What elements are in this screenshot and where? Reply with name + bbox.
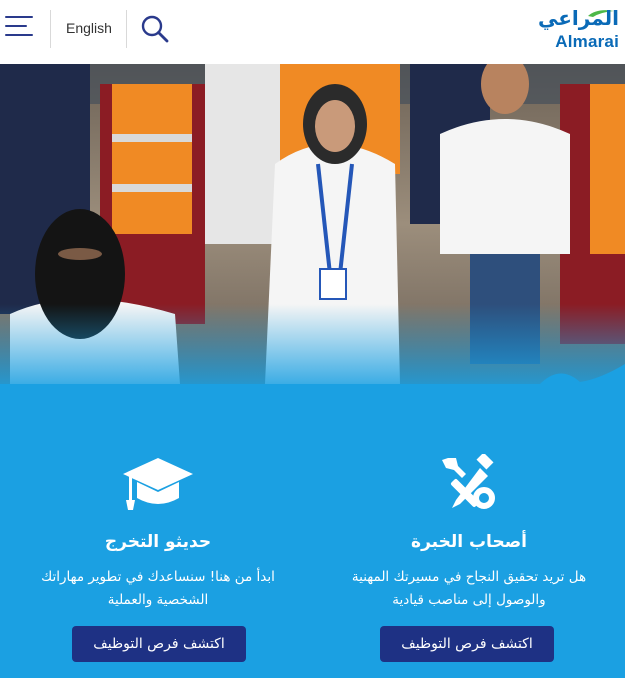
logo-arabic-text: المراعي bbox=[538, 6, 619, 30]
experienced-card-title: أصحاب الخبرة bbox=[411, 532, 527, 552]
search-icon[interactable] bbox=[140, 14, 170, 44]
graduates-card-description: ابدأ من هنا! سنساعدك في تطوير مهاراتك الشخصية والعملية bbox=[41, 569, 275, 608]
language-switch-link[interactable]: English bbox=[66, 20, 112, 36]
tools-icon bbox=[434, 454, 504, 514]
graduates-card-title: حديثو التخرج bbox=[104, 532, 212, 552]
graduation-cap-icon bbox=[123, 454, 193, 514]
graduates-explore-jobs-button[interactable]: اكتشف فرص التوظيف bbox=[72, 626, 246, 662]
site-header bbox=[0, 0, 625, 64]
almarai-logo[interactable] bbox=[538, 6, 621, 52]
header-divider bbox=[50, 10, 51, 48]
employees-photo bbox=[0, 64, 625, 384]
experienced-card-description: هل تريد تحقيق النجاح في مسيرتك المهنية والوصول إلى مناصب قيادية bbox=[351, 569, 587, 608]
header-divider bbox=[126, 10, 127, 48]
hamburger-menu-icon[interactable] bbox=[5, 16, 35, 40]
hero-image bbox=[0, 64, 625, 384]
logo-english-text: Almarai bbox=[555, 32, 619, 51]
experienced-explore-jobs-button[interactable]: اكتشف فرص التوظيف bbox=[380, 626, 554, 662]
career-paths-section bbox=[0, 384, 625, 678]
